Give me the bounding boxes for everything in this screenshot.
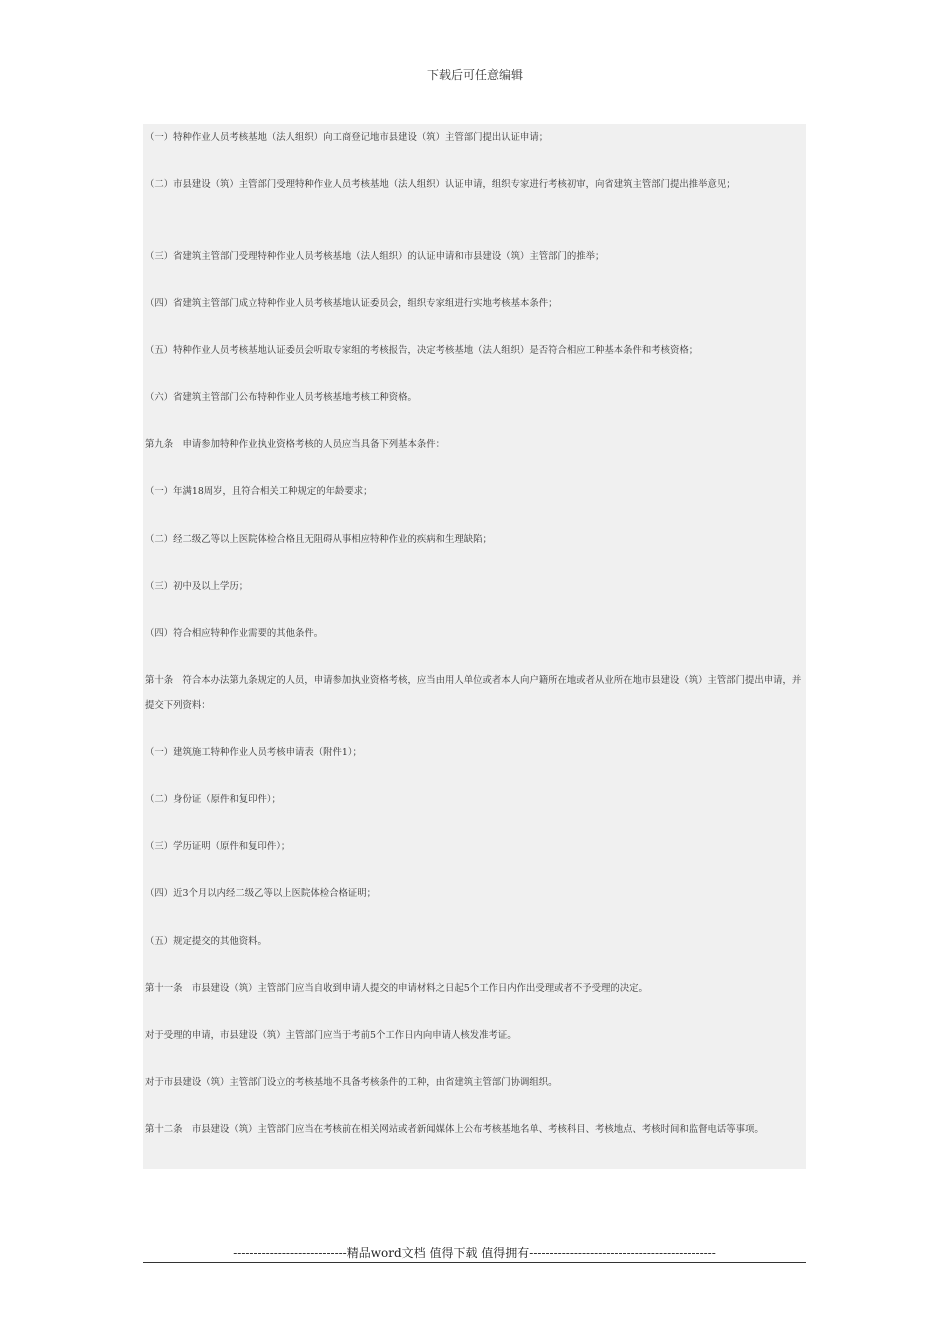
paragraph: （四）近3个月以内经二级乙等以上医院体检合格证明； [145,888,376,899]
page-header: 下载后可任意编辑 [426,68,523,82]
paragraph: （三）初中及以上学历； [145,581,249,592]
document-body [143,124,806,1169]
paragraph: （四）省建筑主管部门成立特种作业人员考核基地认证委员会，组织专家组进行实地考核基本条件； [145,298,558,309]
article-heading: 第十一条 市县建设（筑）主管部门应当自收到申请人提交的申请材料之日起5个工作日内作出受理或者不予受理的决定。 [145,983,648,994]
article-heading: 第九条 申请参加特种作业执业资格考核的人员应当具备下列基本条件： [145,439,446,450]
paragraph: （二）市县建设（筑）主管部门受理特种作业人员考核基地（法人组织）认证申请，组织专家进行考核初审，向省建筑主管部门提出推举意见； [145,179,736,190]
paragraph: 对于受理的申请，市县建设（筑）主管部门应当于考前5个工作日内向申请人核发准考证。 [145,1030,517,1041]
paragraph: （五）规定提交的其他资料。 [145,936,267,947]
paragraph: 对于市县建设（筑）主管部门设立的考核基地不具备考核条件的工种，由省建筑主管部门协调组织。 [145,1077,558,1088]
paragraph: （二）身份证（原件和复印件）； [145,794,281,805]
paragraph: （五）特种作业人员考核基地认证委员会听取专家组的考核报告，决定考核基地（法人组织）是否符合相应工种基本条件和考核资格； [145,345,699,356]
paragraph: （四）符合相应特种作业需要的其他条件。 [145,628,324,639]
article-heading: 第十二条 市县建设（筑）主管部门应当在考核前在相关网站或者新闻媒体上公布考核基地名单、考核科目、考核地点、考核时间和监督电话等事项。 [145,1124,764,1135]
paragraph: （一）年满18周岁，且符合相关工种规定的年龄要求； [145,486,373,497]
paragraph: （三）学历证明（原件和复印件）； [145,841,291,852]
paragraph: （六）省建筑主管部门公布特种作业人员考核基地考核工种资格。 [145,392,417,403]
footer-divider [143,1262,806,1263]
paragraph: （二）经二级乙等以上医院体检合格且无阻碍从事相应特种作业的疾病和生理缺陷； [145,534,492,545]
paragraph: （一）特种作业人员考核基地（法人组织）向工商登记地市县建设（筑）主管部门提出认证申请； [145,132,549,143]
paragraph: （三）省建筑主管部门受理特种作业人员考核基地（法人组织）的认证申请和市县建设（筑）主管部门的推举； [145,251,605,262]
article-heading: 第十条 符合本办法第九条规定的人员，申请参加执业资格考核，应当由用人单位或者本人向户籍所在地或者从业所在地市县建设（筑）主管部门提出申请，并提交下列资料： [145,675,802,711]
paragraph: （一）建筑施工特种作业人员考核申请表（附件1）； [145,747,362,758]
page-footer: ----------------------------精品word文档 值得下载 值得拥有---------------------------------------------- [233,1246,716,1260]
